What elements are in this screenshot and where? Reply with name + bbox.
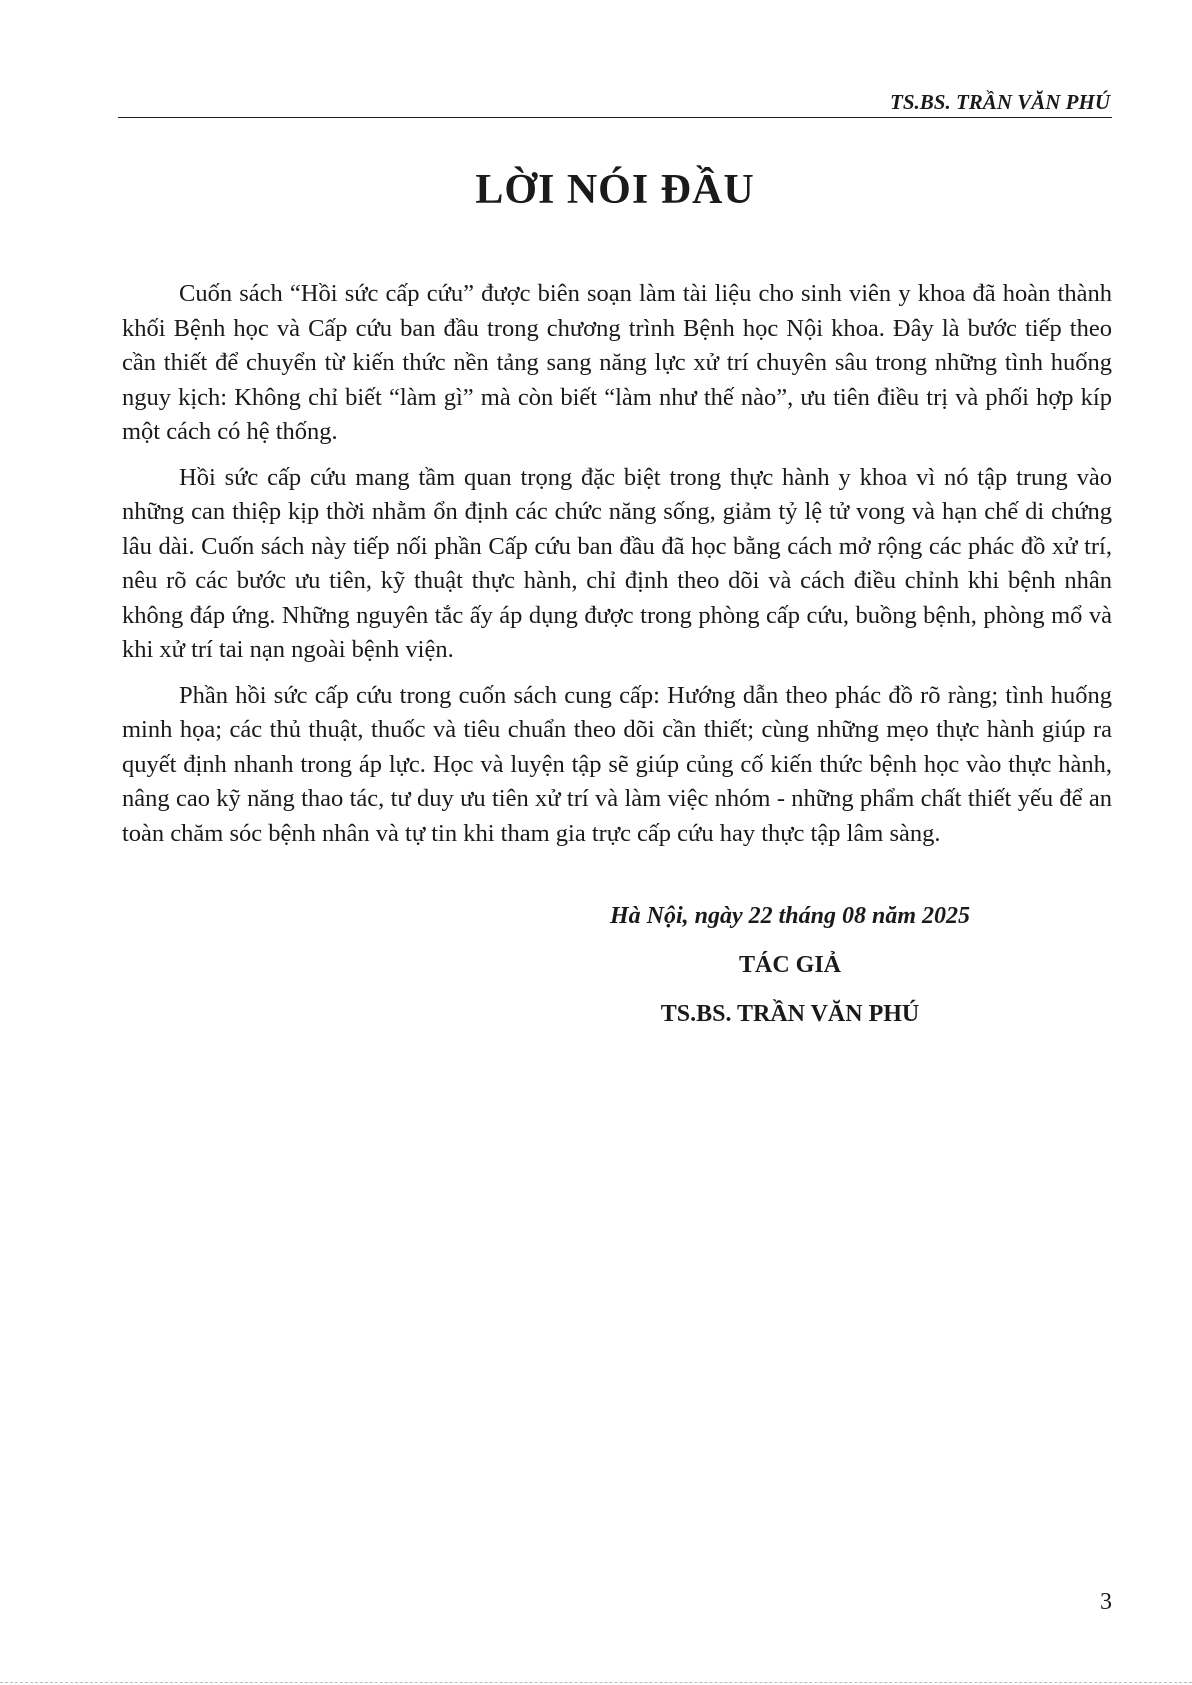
place-date: Hà Nội, ngày 22 tháng 08 năm 2025 — [609, 903, 971, 929]
page-title: LỜI NÓI ĐẦU — [475, 167, 755, 213]
preface-body — [122, 277, 1112, 862]
author-name: TS.BS. TRẦN VĂN PHÚ — [660, 1001, 920, 1027]
author-role: TÁC GIẢ — [738, 952, 841, 978]
running-header-title: TS.BS. TRẦN VĂN PHÚ — [890, 90, 1110, 114]
running-header — [118, 86, 1112, 118]
signature-block — [560, 899, 1020, 1031]
page-number: 3 — [1100, 1589, 1112, 1615]
paragraph-1: Cuốn sách “Hồi sức cấp cứu” được biên soạn làm tài liệu cho sinh viên y khoa đã hoàn thành khối Bệnh học và Cấp cứu ban đầu trong chương trình Bệnh học Nội khoa. Đây là bước tiếp theo cần thiết để chuyển từ kiến thức nền tảng sang năng lực xử trí chuyên sâu trong những tình huống nguy kịch: Không chỉ biết “làm gì” mà còn biết “làm như thế nào”, ưu tiên điều trị và phối hợp kíp một cách có hệ thống. — [122, 280, 1112, 445]
paragraph-2: Hồi sức cấp cứu mang tầm quan trọng đặc biệt trong thực hành y khoa vì nó tập trung vào những can thiệp kịp thời nhằm ổn định các chức năng sống, giảm tỷ lệ tử vong và hạn chế di chứng lâu dài. Cuốn sách này tiếp nối phần Cấp cứu ban đầu đã học bằng cách mở rộng các phác đồ xử trí, nêu rõ các bước ưu tiên, kỹ thuật thực hành, chỉ định theo dõi và cách điều chỉnh khi bệnh nhân không đáp ứng. Những nguyên tắc ấy áp dụng được trong phòng cấp cứu, buồng bệnh, phòng mổ và khi xử trí tai nạn ngoài bệnh viện. — [122, 463, 1112, 663]
paragraph-3: Phần hồi sức cấp cứu trong cuốn sách cung cấp: Hướng dẫn theo phác đồ rõ ràng; tình huống minh họa; các thủ thuật, thuốc và tiêu chuẩn theo dõi cần thiết; cùng những mẹo thực hành giúp ra quyết định nhanh trong áp lực. Học và luyện tập sẽ giúp củng cố kiến thức bệnh học vào thực hành, nâng cao kỹ năng thao tác, tư duy ưu tiên xử trí và làm việc nhóm - những phẩm chất thiết yếu để an toàn chăm sóc bệnh nhân và tự tin khi tham gia trực cấp cứu hay thực tập lâm sàng. — [122, 681, 1112, 847]
bottom-divider — [0, 1682, 1192, 1683]
